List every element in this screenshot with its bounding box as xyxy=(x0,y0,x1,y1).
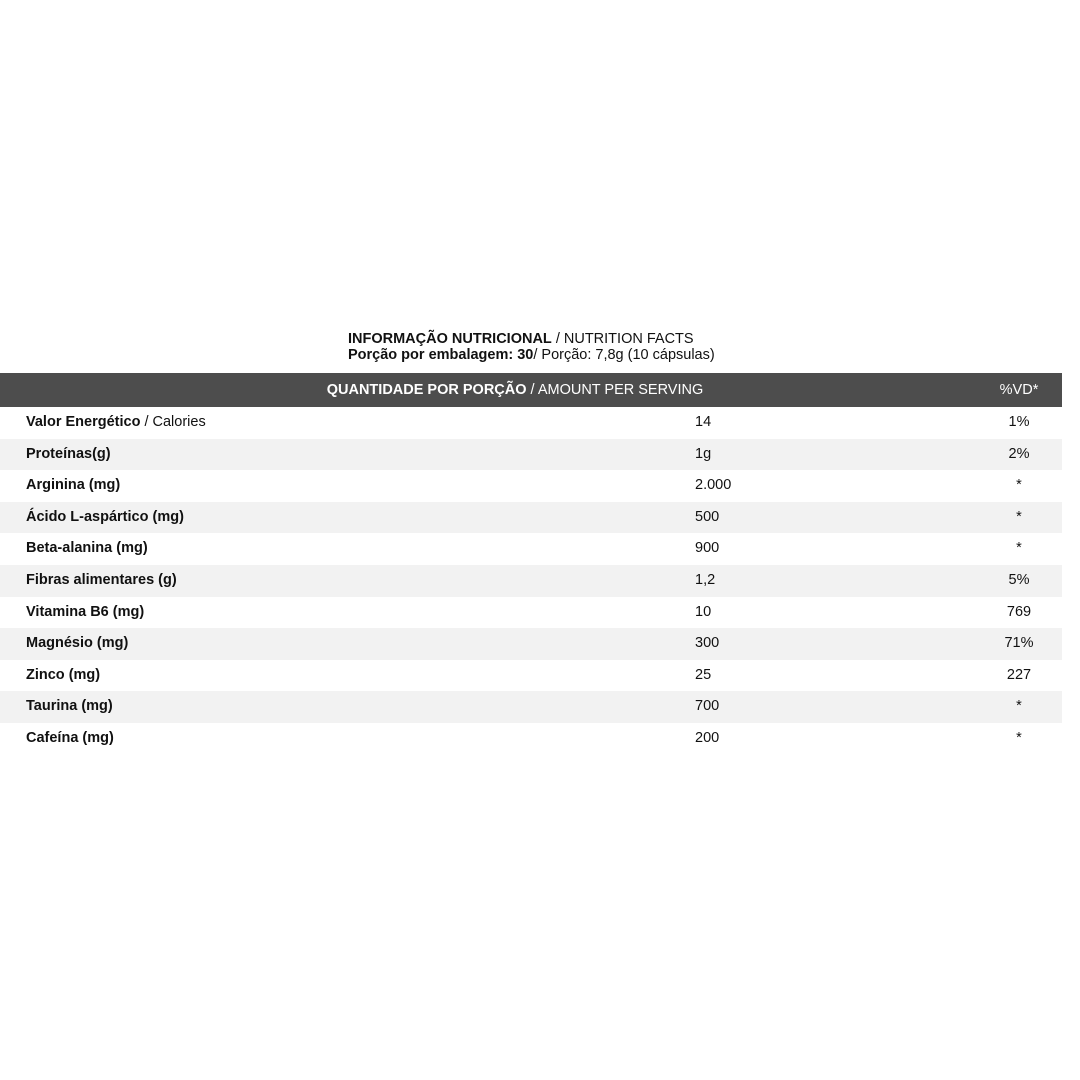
nutrient-name-bold: Valor Energético xyxy=(26,414,141,430)
nutrient-name-bold: Zinco (mg) xyxy=(26,666,101,683)
nutrient-amount: 1,2 xyxy=(695,571,716,588)
nutrient-amount: 10 xyxy=(695,603,712,620)
table-row xyxy=(0,628,1062,660)
nutrient-amount: 2.000 xyxy=(695,477,732,494)
table-row xyxy=(0,691,1062,723)
nutrient-vd: 1% xyxy=(1008,414,1030,430)
nutrient-name xyxy=(26,660,100,692)
nutrition-table xyxy=(0,373,1062,755)
nutrient-amount: 900 xyxy=(695,540,720,557)
nutrient-vd: * xyxy=(1016,729,1022,746)
table-row xyxy=(0,502,1062,534)
nutrient-amount: 300 xyxy=(695,635,720,652)
column-header-vd: %VD* xyxy=(999,382,1039,398)
nutrient-amount: 500 xyxy=(695,508,720,525)
table-row xyxy=(0,533,1062,565)
nutrient-vd: * xyxy=(1016,477,1022,494)
nutrient-name xyxy=(26,470,120,502)
nutrient-name xyxy=(26,565,177,597)
nutrient-name xyxy=(26,533,148,565)
table-row xyxy=(0,407,1062,439)
nutrient-name-bold: Proteínas(g) xyxy=(26,445,111,462)
table-row xyxy=(0,565,1062,597)
nutrient-vd: * xyxy=(1016,540,1022,557)
serving-info-bold: Porção por embalagem: 30 xyxy=(348,347,534,363)
nutrient-vd: 2% xyxy=(1008,445,1030,462)
nutrient-amount: 700 xyxy=(695,698,720,715)
nutrient-vd: 71% xyxy=(1004,635,1034,652)
nutrient-amount: 1g xyxy=(695,445,712,462)
nutrient-vd: 227 xyxy=(1006,666,1032,683)
nutrition-header xyxy=(348,331,715,363)
nutrient-name xyxy=(26,597,144,629)
table-row xyxy=(0,470,1062,502)
column-header-amount xyxy=(0,373,1030,407)
nutrient-amount: 25 xyxy=(695,666,712,683)
nutrient-name-bold: Taurina (mg) xyxy=(26,698,113,715)
nutrient-name-bold: Ácido L-aspártico (mg) xyxy=(26,508,184,525)
column-header-amount-rest: / AMOUNT PER SERVING xyxy=(526,382,704,398)
nutrient-name xyxy=(26,407,206,439)
table-row xyxy=(0,723,1062,755)
nutrient-name xyxy=(26,502,184,534)
nutrient-name xyxy=(26,691,113,723)
nutrient-name-bold: Arginina (mg) xyxy=(26,477,121,494)
nutrient-vd: * xyxy=(1016,698,1022,715)
nutrient-name-extra: / Calories xyxy=(140,414,206,430)
nutrient-amount: 200 xyxy=(695,729,720,746)
table-header-row xyxy=(0,373,1062,407)
nutrient-name xyxy=(26,723,114,755)
nutrient-name xyxy=(26,439,111,471)
nutrient-name-bold: Cafeína (mg) xyxy=(26,729,114,746)
nutrient-vd: * xyxy=(1016,508,1022,525)
nutrient-name-bold: Magnésio (mg) xyxy=(26,635,129,652)
nutrient-vd: 769 xyxy=(1006,603,1032,620)
table-row xyxy=(0,439,1062,471)
nutrient-amount: 14 xyxy=(695,414,712,430)
serving-info-rest: / Porção: 7,8g (10 cápsulas) xyxy=(533,347,715,363)
nutrition-title xyxy=(348,331,715,347)
nutrition-title-rest: / NUTRITION FACTS xyxy=(551,331,694,347)
serving-info xyxy=(348,347,715,363)
table-body xyxy=(0,407,1062,755)
nutrition-title-bold: INFORMAÇÃO NUTRICIONAL xyxy=(348,331,552,347)
nutrient-vd: 5% xyxy=(1008,571,1030,588)
nutrient-name-bold: Beta-alanina (mg) xyxy=(26,540,148,557)
column-header-amount-bold: QUANTIDADE POR PORÇÃO xyxy=(326,382,527,398)
table-row xyxy=(0,597,1062,629)
nutrient-name xyxy=(26,628,128,660)
nutrient-name-bold: Fibras alimentares (g) xyxy=(26,571,177,588)
nutrient-name-bold: Vitamina B6 (mg) xyxy=(26,603,145,620)
table-row xyxy=(0,660,1062,692)
